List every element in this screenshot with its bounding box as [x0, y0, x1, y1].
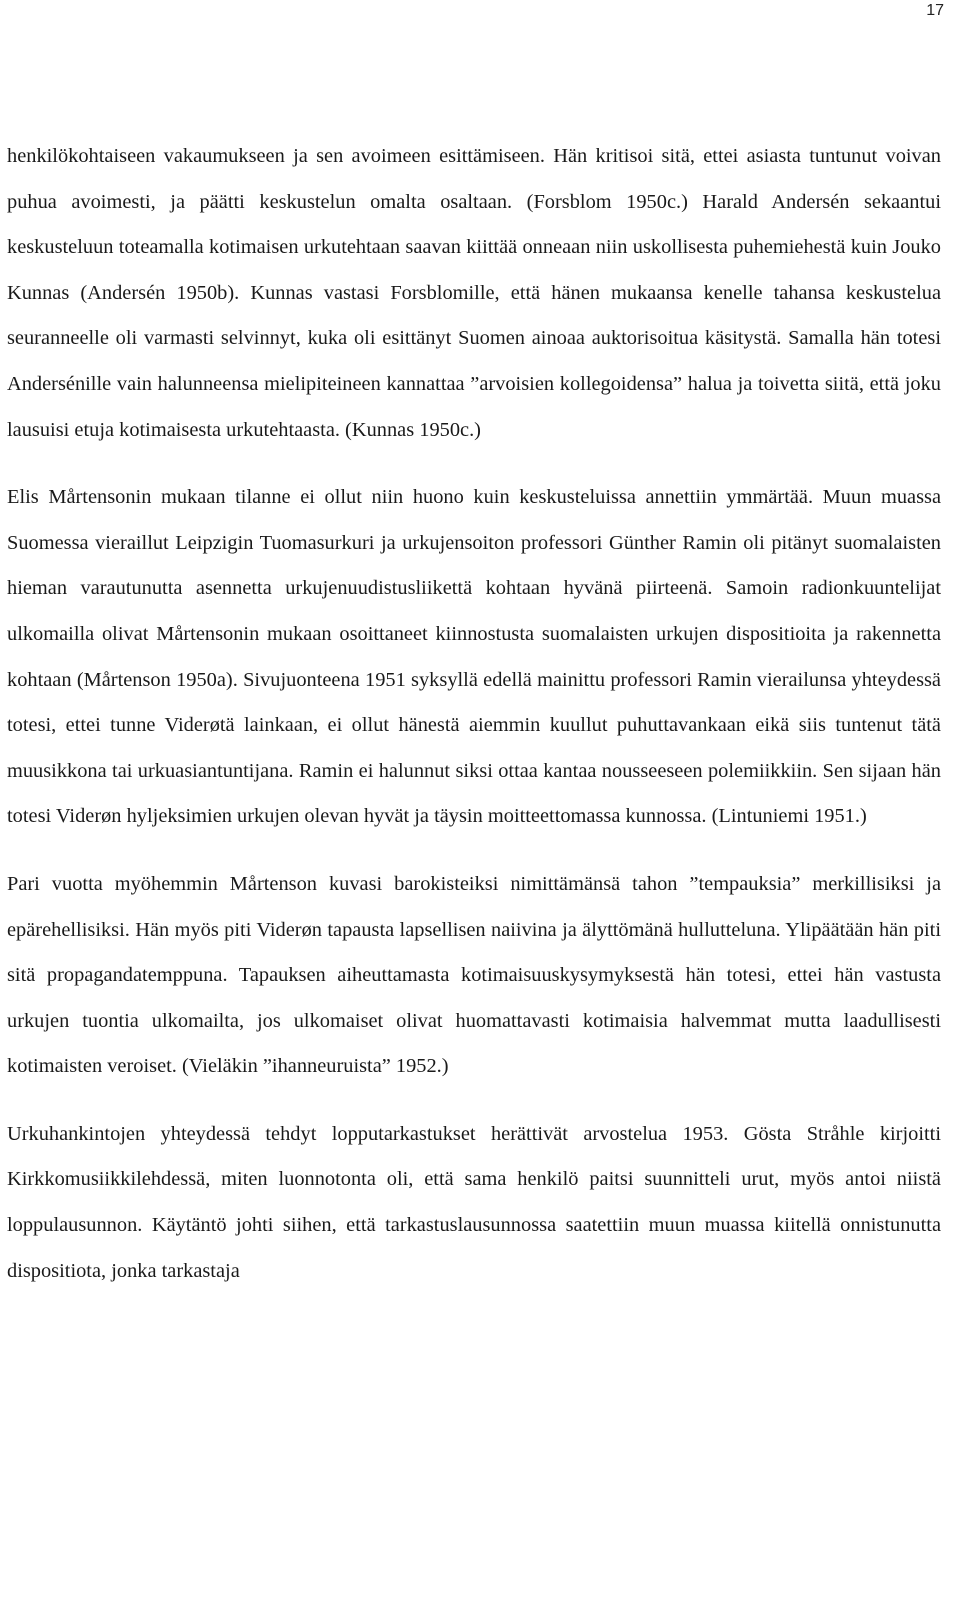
paragraph-3: Pari vuotta myöhemmin Mårtenson kuvasi barokisteiksi nimittämänsä tahon ”tempauksia” merkillisiksi ja epärehellisiksi. Hän myös piti Viderøn tapausta lapsellisen naiivina ja älyttömänä hullutteluna. Ylipäätään hän piti sitä propagandatemppuna. Tapauksen aiheuttamasta kotimaisuuskysymyksestä hän totesi, ettei hän vastusta urkujen tuontia ulkomailta, jos ulkomaiset olivat huomattavasti kotimaisia halvemmat mutta laadullisesti kotimaisten veroiset. (Vieläkin ”ihanneuruista” 1952.) [7, 872, 941, 1078]
paragraph-2: Elis Mårtensonin mukaan tilanne ei ollut niin huono kuin keskusteluissa annettiin ymmärtää. Muun muassa Suomessa vieraillut Leipzigin Tuomasurkuri ja urkujensoiton professori Günther Ramin oli pitänyt suomalaisten hieman varautunutta asennetta urkujenuudistusliikettä kohtaan hyvänä piirteenä. Samoin radionkuuntelijat ulkomailla olivat Mårtensonin mukaan osoittaneet kiinnostusta suomalaisten urkujen dispositioita ja rakennetta kohtaan (Mårtenson 1950a). Sivujuonteena 1951 syksyllä edellä mainittu professori Ramin vierailunsa yhteydessä totesi, ettei tunne Viderøtä lainkaan, ei ollut hänestä aiemmin kuullut puhuttavankaan eikä siis tuntenut tätä muusikkona tai urkuasiantuntijana. Ramin ei halunnut siksi ottaa kantaa nousseeseen polemiikkiin. Sen sijaan hän totesi Viderøn hyljeksimien urkujen olevan hyvät ja täysin moitteettomassa kunnossa. (Lintuniemi 1951.) [7, 486, 941, 828]
page-number: 17 [926, 2, 944, 19]
paragraph-1: henkilökohtaiseen vakaumukseen ja sen avoimeen esittämiseen. Hän kritisoi sitä, ettei asiasta tuntunut voivan puhua avoimesti, ja päätti keskustelun omalta osaltaan. (Forsblom 1950c.) Harald Andersén sekaantui keskusteluun toteamalla kotimaisen urkutehtaan saavan kiittää onneaan niin uskollisesta puhemiehestä kuin Jouko Kunnas (Andersén 1950b). Kunnas vastasi Forsblomille, että hänen mukaansa kenelle tahansa keskustelua seuranneelle oli varmasti selvinnyt, kuka oli esittänyt Suomen ainoaa auktorisoitua käsitystä. Samalla hän totesi Andersénille vain halunneensa mielipiteineen kannattaa ”arvoisien kollegoidensa” halua ja toivetta siitä, että joku lausuisi etuja kotimaisesta urkutehtaasta. (Kunnas 1950c.) [7, 145, 941, 441]
document-body [7, 134, 941, 1294]
paragraph-4: Urkuhankintojen yhteydessä tehdyt lopputarkastukset herättivät arvostelua 1953. Gösta Stråhle kirjoitti Kirkkomusiikkilehdessä, miten luonnotonta oli, että sama henkilö paitsi suunnitteli urut, myös antoi niistä loppulausunnon. Käytäntö johti siihen, että tarkastuslausunnossa saatettiin muun muassa kiitellä onnistunutta dispositiota, jonka tarkastaja [7, 1122, 941, 1282]
